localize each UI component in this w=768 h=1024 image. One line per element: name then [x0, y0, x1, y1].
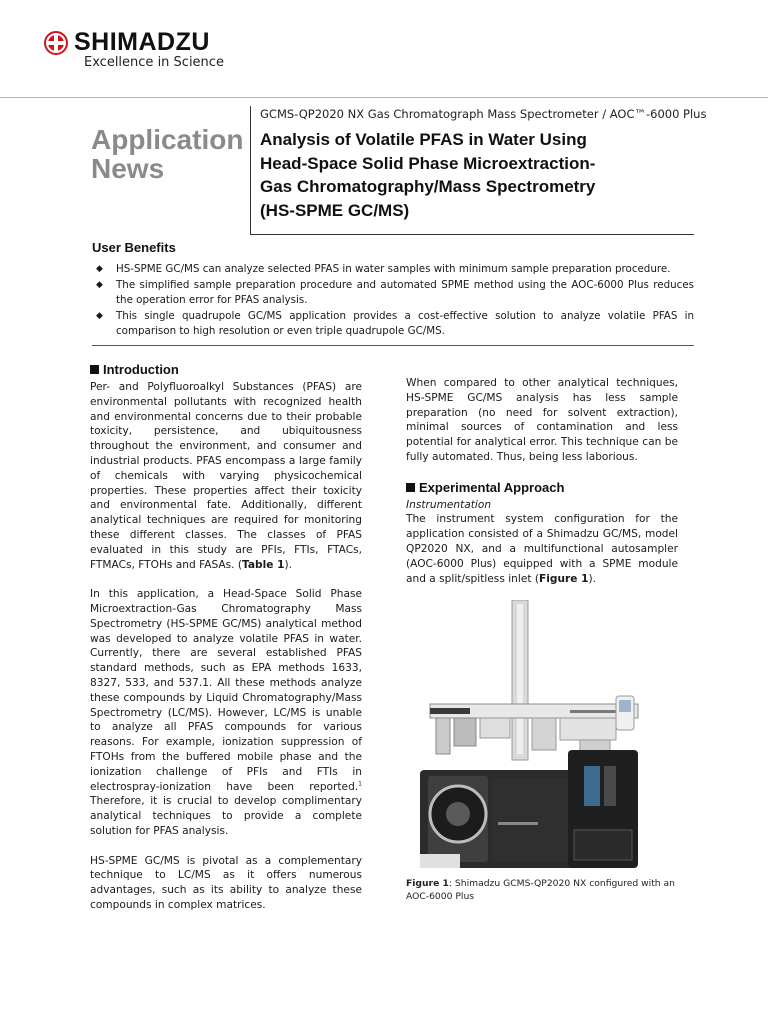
brand-name: SHIMADZU — [74, 28, 210, 56]
title-horizontal-divider — [250, 234, 694, 235]
brand-tagline: Excellence in Science — [84, 55, 224, 70]
gcms-instrument-image — [420, 600, 660, 870]
intro-paragraph-4: When compared to other analytical techniques, HS-SPME GC/MS analysis has less sample preparation (no need for solvent extraction), minimal sources of contamination and less potential for analytical error. This technique can be fully automated. Thus, being less laborious. — [406, 377, 678, 463]
gcms-instrument-illustration — [420, 600, 660, 870]
left-column — [90, 362, 362, 927]
diamond-bullet-icon: ◆ — [96, 280, 103, 290]
experimental-paragraph-1: The instrument system configuration for the application consisted of a Shimadzu GC/MS, model QP2020 NX, and a multifunctional autosampler (AOC-6000 Plus) equipped with a SPME module and a split/spitless inlet (Figure 1). — [406, 513, 678, 585]
diamond-bullet-icon: ◆ — [96, 264, 103, 274]
square-bullet-icon — [406, 483, 415, 492]
list-item: ◆ This single quadrupole GC/MS application provides a cost-effective solution to analyze volatile PFAS in comparison to high resolution or even triple quadrupole GC/MS. — [96, 310, 694, 337]
intro-paragraph-1: Per- and Polyfluoroalkyl Substances (PFAS) are environmental pollutants with recognized health and environmental concerns due to their probable toxicity, persistence, and ubiquitousness throughout the environment, and consumer and industrial products. PFAS encompass a large family of chemicals with varying physicochemical properties. These properties affect their toxicity and environmental fate. Additionally, different analytical techniques are required for monitoring these different classes. The classes of PFAS evaluated in this study are PFIs, FTIs, FTACs, FTMACs, FTOHs and FASAs. (Table 1). — [90, 381, 362, 571]
title-vertical-divider — [250, 106, 251, 234]
experimental-heading: Experimental Approach — [406, 480, 678, 496]
table-reference: Table 1 — [242, 558, 285, 571]
application-news-label: Application News — [91, 124, 244, 184]
diamond-bullet-icon: ◆ — [96, 311, 103, 321]
product-line: GCMS-QP2020 NX Gas Chromatograph Mass Spectrometer / AOC™-6000 Plus — [260, 107, 707, 121]
intro-paragraph-3: HS-SPME GC/MS is pivotal as a complementary technique to LC/MS as it offers numerous advantages, such as its ability to analyze these compounds in complex matrices. — [90, 854, 362, 911]
instrumentation-subheading: Instrumentation — [406, 498, 492, 511]
footnote-reference: 1 — [358, 779, 362, 787]
intro-paragraph-2: In this application, a Head-Space Solid Phase Microextraction-Gas Chromatography Mass Spectrometry (HS-SPME GC/MS) analytical method was developed to analyze volatile PFAS in water. Currently, there are several established PFAS standard methods, such as EPA methods 1633, 8327, 533, and 537.1. All these methods analyze these compounds by Liquid Chromatography/Mass Spectrometry (LC/MS). However, LC/MS is unable to analyze all PFAS compounds for various reasons. For example, ionization suppression of FTOHs from the buffered mobile phase and the ionization challenge of PFIs and FTIs in electrospray-ionization have been reported.$^1$ Therefore, it is crucial to develop complimentary analytical techniques to provide a complete solution for PFAS analysis. — [90, 588, 362, 837]
square-bullet-icon — [90, 365, 99, 374]
shimadzu-logo-icon — [44, 31, 68, 55]
list-item: ◆ The simplified sample preparation procedure and automated SPME method using the AOC-6000 Plus reduces the operation error for PFAS analysis. — [96, 279, 694, 306]
shimadzu-logo — [44, 28, 210, 57]
list-item: ◆ HS-SPME GC/MS can analyze selected PFAS in water samples with minimum sample preparation procedure. — [96, 263, 671, 275]
user-benefits-list — [92, 262, 694, 340]
introduction-heading: Introduction — [90, 362, 362, 378]
header-divider — [0, 97, 768, 98]
figure-caption: Figure 1: Shimadzu GCMS-QP2020 NX configured with an AOC-6000 Plus — [406, 878, 675, 902]
user-benefits-heading: User Benefits — [92, 240, 176, 255]
user-benefits-divider — [92, 345, 694, 346]
page-title: Analysis of Volatile PFAS in Water Using Head-Space Solid Phase Microextraction- Gas Chromatography/Mass Spectrometry (HS-SPME GC/MS) — [260, 130, 596, 220]
right-column — [406, 376, 678, 601]
figure-reference: Figure 1 — [539, 572, 589, 585]
